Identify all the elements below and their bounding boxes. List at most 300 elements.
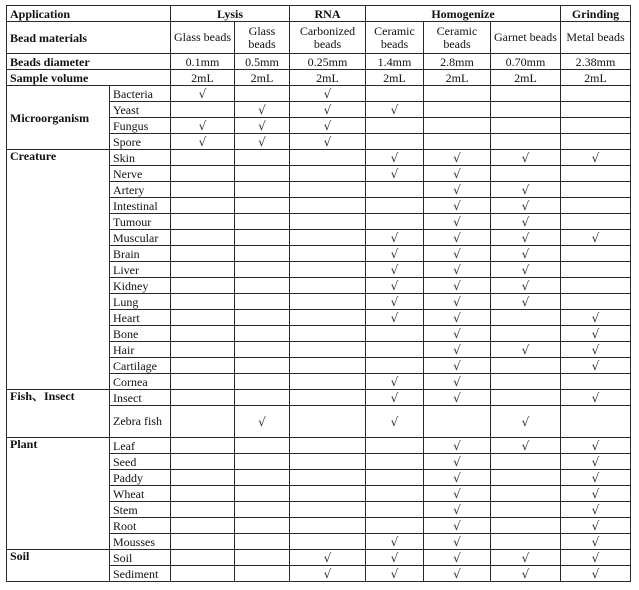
check-cell [366,214,424,230]
check-cell [491,374,561,390]
item-cell: Yeast [110,102,171,118]
check-cell [424,486,491,502]
check-cell [171,326,235,342]
check-cell [171,454,235,470]
check-cell [561,534,631,550]
beads-diameter-cell: 2.8mm [424,54,491,70]
check-cell [491,438,561,454]
check-cell [424,502,491,518]
check-cell [424,182,491,198]
check-mark-icon: √ [323,118,332,133]
table-row [7,150,631,166]
check-cell [424,406,491,438]
check-cell [235,438,290,454]
bead-material-cell: Ceramic beads [424,22,491,54]
check-cell [235,374,290,390]
check-mark-icon: √ [521,438,530,453]
check-cell [561,406,631,438]
check-cell [424,454,491,470]
item-cell: Cartilage [110,358,171,374]
item-cell: Mousses [110,534,171,550]
check-mark-icon: √ [453,246,461,261]
group-homogenize: Homogenize [366,6,561,22]
check-cell [424,246,491,262]
check-cell [171,438,235,454]
check-mark-icon: √ [521,294,530,309]
check-cell [424,566,491,582]
check-cell [235,278,290,294]
check-cell [561,150,631,166]
check-cell [171,102,235,118]
category-cell: Plant [7,438,110,550]
check-cell [235,214,290,230]
sample-volume-cell: 2mL [424,70,491,86]
check-cell [290,486,366,502]
check-cell [424,326,491,342]
check-cell [235,390,290,406]
check-cell [424,358,491,374]
check-cell [290,454,366,470]
check-mark-icon: √ [591,566,600,581]
check-mark-icon: √ [453,278,461,293]
check-mark-icon: √ [390,278,399,293]
check-cell [366,278,424,294]
check-cell [366,470,424,486]
check-cell [561,342,631,358]
beads-diameter-cell: 2.38mm [561,54,631,70]
check-cell [561,278,631,294]
beads-diameter-cell: 1.4mm [366,54,424,70]
check-cell [366,134,424,150]
check-mark-icon: √ [521,150,530,165]
check-cell [290,134,366,150]
check-cell [171,374,235,390]
check-mark-icon: √ [390,414,399,429]
check-cell [290,182,366,198]
check-cell [561,358,631,374]
item-cell: Lung [110,294,171,310]
check-mark-icon: √ [453,310,461,325]
table-body [7,6,631,582]
check-mark-icon: √ [453,262,461,277]
check-cell [171,358,235,374]
item-cell: Sediment [110,566,171,582]
group-rna: RNA [290,6,366,22]
check-cell [290,358,366,374]
check-mark-icon: √ [323,134,332,149]
check-mark-icon: √ [390,310,399,325]
bead-material-cell: Ceramic beads [366,22,424,54]
check-cell [171,246,235,262]
check-cell [290,438,366,454]
beads-diameter-cell: 0.25mm [290,54,366,70]
category-cell: Creature [7,150,110,390]
check-cell [561,102,631,118]
check-mark-icon: √ [591,390,600,405]
check-mark-icon: √ [591,230,600,245]
check-cell [290,262,366,278]
sample-volume-label: Sample volume [7,70,171,86]
check-mark-icon: √ [591,150,600,165]
check-cell [561,390,631,406]
check-cell [171,150,235,166]
bead-material-cell: Glass beads [235,22,290,54]
check-cell [561,230,631,246]
check-mark-icon: √ [258,118,266,133]
check-cell [491,502,561,518]
check-cell [290,342,366,358]
check-cell [366,310,424,326]
check-mark-icon: √ [521,230,530,245]
check-cell [424,118,491,134]
check-cell [235,150,290,166]
check-mark-icon: √ [591,342,600,357]
check-cell [366,406,424,438]
check-cell [491,486,561,502]
check-cell [235,246,290,262]
category-cell: Microorganism [7,86,110,150]
check-cell [561,502,631,518]
check-mark-icon: √ [453,342,461,357]
check-cell [171,214,235,230]
check-cell [171,390,235,406]
check-cell [171,518,235,534]
check-cell [290,230,366,246]
check-cell [561,182,631,198]
item-cell: Intestinal [110,198,171,214]
item-cell: Seed [110,454,171,470]
check-cell [561,518,631,534]
check-cell [366,518,424,534]
check-cell [424,518,491,534]
check-cell [424,198,491,214]
check-mark-icon: √ [453,470,461,485]
sample-volume-cell: 2mL [290,70,366,86]
check-cell [171,166,235,182]
check-cell [235,294,290,310]
check-cell [171,118,235,134]
check-cell [424,150,491,166]
beads-diameter-cell: 0.1mm [171,54,235,70]
sample-volume-cell: 2mL [366,70,424,86]
sample-volume-cell: 2mL [171,70,235,86]
sample-volume-cell: 2mL [235,70,290,86]
check-cell [424,230,491,246]
item-cell: Muscular [110,230,171,246]
check-cell [171,534,235,550]
check-mark-icon: √ [591,502,600,517]
check-mark-icon: √ [453,518,461,533]
check-cell [561,134,631,150]
check-cell [424,342,491,358]
check-mark-icon: √ [521,214,530,229]
check-cell [235,86,290,102]
check-cell [424,134,491,150]
check-cell [235,262,290,278]
check-mark-icon: √ [323,550,332,565]
check-mark-icon: √ [521,278,530,293]
check-cell [424,470,491,486]
check-mark-icon: √ [591,326,600,341]
check-cell [366,294,424,310]
check-mark-icon: √ [453,150,461,165]
item-cell: Leaf [110,438,171,454]
check-mark-icon: √ [591,310,600,325]
check-cell [424,438,491,454]
check-mark-icon: √ [258,134,266,149]
check-cell [235,134,290,150]
check-mark-icon: √ [453,486,461,501]
category-cell: Fish、Insect [7,390,110,438]
check-mark-icon: √ [521,566,530,581]
item-cell: Skin [110,150,171,166]
check-mark-icon: √ [521,182,530,197]
check-mark-icon: √ [521,262,530,277]
check-mark-icon: √ [453,374,461,389]
check-cell [491,246,561,262]
check-cell [491,454,561,470]
check-cell [366,198,424,214]
check-mark-icon: √ [521,342,530,357]
table-row [7,438,631,454]
check-cell [235,550,290,566]
sample-volume-row [7,70,631,86]
check-cell [171,502,235,518]
check-cell [235,406,290,438]
check-cell [424,278,491,294]
check-cell [366,150,424,166]
check-cell [561,566,631,582]
check-cell [366,102,424,118]
check-cell [561,262,631,278]
application-header-row [7,6,631,22]
bead-materials-row [7,22,631,54]
check-cell [171,342,235,358]
item-cell: Heart [110,310,171,326]
check-cell [561,246,631,262]
check-cell [366,438,424,454]
check-mark-icon: √ [521,550,530,565]
check-cell [171,470,235,486]
check-cell [171,198,235,214]
check-cell [171,262,235,278]
check-cell [366,358,424,374]
check-cell [491,86,561,102]
check-mark-icon: √ [453,550,461,565]
check-cell [491,214,561,230]
check-mark-icon: √ [591,438,600,453]
check-mark-icon: √ [591,550,600,565]
check-cell [561,374,631,390]
check-cell [235,118,290,134]
check-cell [561,326,631,342]
check-cell [491,182,561,198]
check-cell [366,342,424,358]
item-cell: Root [110,518,171,534]
item-cell: Stem [110,502,171,518]
check-cell [491,550,561,566]
check-cell [235,486,290,502]
check-cell [424,550,491,566]
check-cell [290,166,366,182]
check-cell [290,374,366,390]
check-cell [491,566,561,582]
check-mark-icon: √ [323,86,332,101]
check-cell [171,406,235,438]
check-cell [171,134,235,150]
check-mark-icon: √ [591,358,600,373]
check-mark-icon: √ [453,358,461,373]
check-mark-icon: √ [390,294,399,309]
check-cell [171,86,235,102]
check-cell [491,406,561,438]
check-cell [561,86,631,102]
item-cell: Artery [110,182,171,198]
check-cell [561,198,631,214]
item-cell: Spore [110,134,171,150]
check-mark-icon: √ [453,166,461,181]
check-mark-icon: √ [521,414,530,429]
check-cell [290,150,366,166]
check-cell [491,534,561,550]
check-mark-icon: √ [453,566,461,581]
check-mark-icon: √ [323,102,332,117]
check-mark-icon: √ [591,470,600,485]
check-cell [561,438,631,454]
check-cell [235,326,290,342]
check-cell [235,166,290,182]
check-cell [366,534,424,550]
check-cell [366,486,424,502]
check-cell [290,214,366,230]
check-cell [290,566,366,582]
check-cell [424,166,491,182]
check-cell [561,118,631,134]
check-cell [561,486,631,502]
check-cell [235,454,290,470]
check-cell [491,518,561,534]
item-cell: Tumour [110,214,171,230]
check-cell [424,390,491,406]
check-mark-icon: √ [198,134,207,149]
check-mark-icon: √ [390,262,399,277]
check-cell [424,310,491,326]
check-cell [290,534,366,550]
check-cell [366,374,424,390]
check-cell [491,294,561,310]
check-mark-icon: √ [591,454,600,469]
check-cell [290,390,366,406]
check-mark-icon: √ [453,454,461,469]
check-cell [491,310,561,326]
table-row [7,86,631,102]
check-mark-icon: √ [390,390,399,405]
check-cell [235,182,290,198]
item-cell: Liver [110,262,171,278]
check-cell [561,214,631,230]
check-mark-icon: √ [390,246,399,261]
check-cell [491,198,561,214]
item-cell: Kidney [110,278,171,294]
check-mark-icon: √ [591,486,600,501]
check-mark-icon: √ [390,150,399,165]
check-cell [171,278,235,294]
check-cell [290,310,366,326]
bead-material-cell: Carbonized beads [290,22,366,54]
bead-material-cell: Metal beads [561,22,631,54]
check-cell [424,374,491,390]
check-cell [171,550,235,566]
check-cell [424,262,491,278]
check-cell [235,102,290,118]
item-cell: Cornea [110,374,171,390]
check-cell [491,390,561,406]
check-cell [561,166,631,182]
check-cell [290,550,366,566]
check-cell [366,246,424,262]
check-mark-icon: √ [453,230,461,245]
check-mark-icon: √ [390,374,399,389]
check-cell [491,278,561,294]
check-mark-icon: √ [258,414,266,429]
check-cell [491,150,561,166]
check-cell [171,566,235,582]
check-cell [290,406,366,438]
item-cell: Fungus [110,118,171,134]
item-cell: Insect [110,390,171,406]
check-mark-icon: √ [390,102,399,117]
check-cell [235,534,290,550]
check-cell [290,294,366,310]
check-cell [366,86,424,102]
check-mark-icon: √ [453,438,461,453]
check-cell [491,102,561,118]
check-cell [235,470,290,486]
check-cell [290,502,366,518]
check-cell [290,198,366,214]
group-lysis: Lysis [171,6,290,22]
table-row [7,390,631,406]
check-cell [491,262,561,278]
item-cell: Zebra fish [110,406,171,438]
check-mark-icon: √ [453,534,461,549]
check-cell [235,342,290,358]
check-cell [235,358,290,374]
check-cell [424,102,491,118]
check-cell [424,86,491,102]
check-cell [235,230,290,246]
table-row [7,550,631,566]
check-cell [424,214,491,230]
check-mark-icon: √ [198,86,207,101]
check-mark-icon: √ [521,246,530,261]
check-cell [290,102,366,118]
check-cell [235,502,290,518]
check-cell [171,230,235,246]
check-mark-icon: √ [390,166,399,181]
check-cell [424,534,491,550]
check-cell [235,310,290,326]
check-mark-icon: √ [453,198,461,213]
check-cell [171,310,235,326]
item-cell: Paddy [110,470,171,486]
check-mark-icon: √ [591,518,600,533]
check-cell [491,342,561,358]
check-cell [366,550,424,566]
check-mark-icon: √ [521,198,530,213]
check-cell [561,470,631,486]
check-mark-icon: √ [258,102,266,117]
